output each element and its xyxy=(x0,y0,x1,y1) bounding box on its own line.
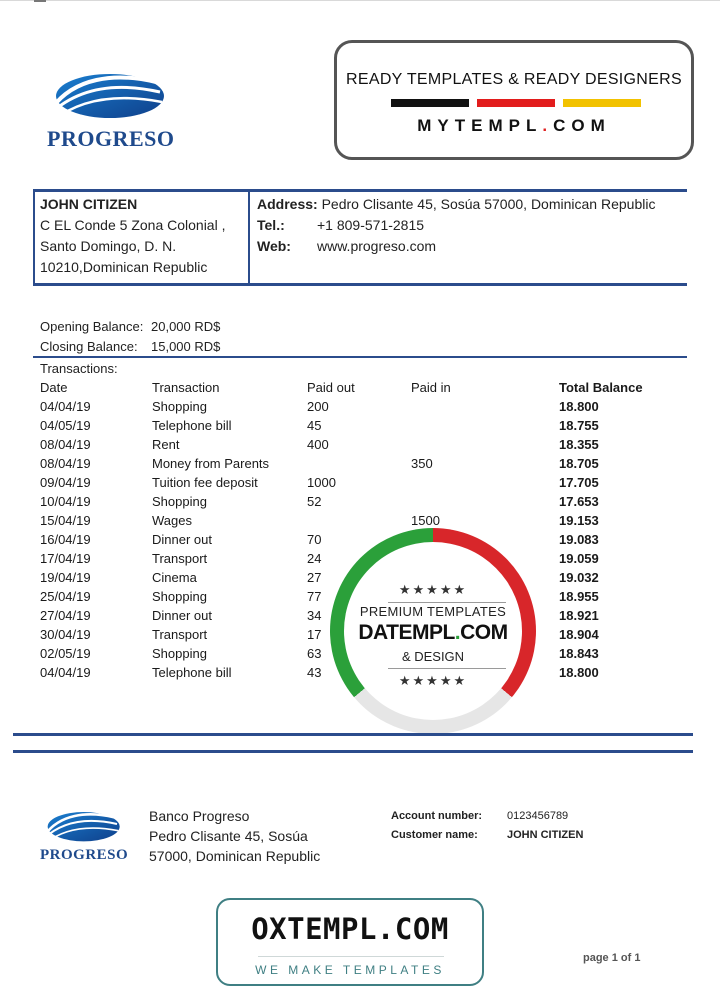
stamp-stars-bottom: ★★★★★ xyxy=(398,673,468,688)
cell-total-balance: 19.032 xyxy=(559,570,599,585)
datempl-stamp xyxy=(330,528,536,734)
transactions-header-row xyxy=(0,380,720,399)
progreso-logo-text: PROGRESO xyxy=(47,126,175,151)
cell-date: 02/05/19 xyxy=(40,646,91,661)
mytempl-watermark xyxy=(334,40,694,160)
cell-total-balance: 19.083 xyxy=(559,532,599,547)
cell-transaction: Transport xyxy=(152,627,208,642)
col-transaction-header: Transaction xyxy=(152,380,220,395)
cell-transaction: Telephone bill xyxy=(152,418,232,433)
table-row xyxy=(0,513,720,532)
oxtempl-domain: OXTEMPL.COM xyxy=(251,912,449,946)
cell-transaction: Tuition fee deposit xyxy=(152,475,258,490)
cell-transaction: Cinema xyxy=(152,570,197,585)
customer-address-line1: C EL Conde 5 Zona Colonial , xyxy=(40,217,226,233)
cell-transaction: Dinner out xyxy=(152,532,212,547)
table-row xyxy=(0,532,720,551)
cell-transaction: Dinner out xyxy=(152,608,212,623)
web-label: Web: xyxy=(257,238,291,254)
cell-transaction: Transport xyxy=(152,551,208,566)
cell-paid-out: 63 xyxy=(307,646,322,661)
footer-progreso-logo xyxy=(38,808,129,868)
address-label: Address: xyxy=(257,196,318,212)
page-number: page 1 of 1 xyxy=(583,952,641,964)
cell-total-balance: 17.705 xyxy=(559,475,599,490)
cell-paid-out: 27 xyxy=(307,570,322,585)
stamp-rule-bottom xyxy=(388,668,506,669)
customer-address-line2: Santo Domingo, D. N. xyxy=(40,238,177,254)
cell-total-balance: 18.705 xyxy=(559,456,599,471)
progreso-swoosh-icon xyxy=(44,68,168,128)
col-total-balance-header: Total Balance xyxy=(559,380,643,395)
cell-total-balance: 19.153 xyxy=(559,513,599,528)
customer-name-value: JOHN CITIZEN xyxy=(507,829,584,841)
cell-date: 04/04/19 xyxy=(40,665,91,680)
cell-total-balance: 18.800 xyxy=(559,665,599,680)
footer-bank-address2: 57000, Dominican Republic xyxy=(149,848,321,864)
footer-rule-bottom xyxy=(13,750,693,753)
cell-paid-in: 350 xyxy=(411,456,433,471)
cell-total-balance: 18.755 xyxy=(559,418,599,433)
cell-date: 30/04/19 xyxy=(40,627,91,642)
stamp-rule-top xyxy=(388,602,506,603)
cell-transaction: Shopping xyxy=(152,494,207,509)
cell-date: 08/04/19 xyxy=(40,437,91,452)
cell-transaction: Wages xyxy=(152,513,192,528)
cell-date: 08/04/19 xyxy=(40,456,91,471)
cell-transaction: Shopping xyxy=(152,646,207,661)
cell-date: 04/04/19 xyxy=(40,399,91,414)
cell-paid-out: 200 xyxy=(307,399,329,414)
table-row xyxy=(0,437,720,456)
cell-total-balance: 19.059 xyxy=(559,551,599,566)
cell-total-balance: 18.955 xyxy=(559,589,599,604)
footer-bank-name: Banco Progreso xyxy=(149,808,250,824)
cell-total-balance: 18.921 xyxy=(559,608,599,623)
cell-transaction: Telephone bill xyxy=(152,665,232,680)
account-number-value: 0123456789 xyxy=(507,810,569,822)
closing-balance-value: 15,000 RD$ xyxy=(151,339,221,354)
watermark-title: READY TEMPLATES & READY DESIGNERS xyxy=(346,71,682,88)
transactions-label: Transactions: xyxy=(40,361,118,376)
customer-address-line3: 10210,Dominican Republic xyxy=(40,259,208,275)
cell-date: 17/04/19 xyxy=(40,551,91,566)
cell-date: 10/04/19 xyxy=(40,494,91,509)
cell-paid-out: 400 xyxy=(307,437,329,452)
header-left-rule xyxy=(33,189,35,286)
cell-date: 25/04/19 xyxy=(40,589,91,604)
watermark-bar-yellow xyxy=(563,99,641,107)
cell-total-balance: 18.904 xyxy=(559,627,599,642)
table-row xyxy=(0,399,720,418)
table-row xyxy=(0,418,720,437)
cell-date: 27/04/19 xyxy=(40,608,91,623)
cell-transaction: Money from Parents xyxy=(152,456,270,471)
cell-transaction: Shopping xyxy=(152,589,207,604)
address-value: Pedro Clisante 45, Sosúa 57000, Dominican Republic xyxy=(321,196,656,212)
stamp-line3: & DESIGN xyxy=(401,649,465,664)
cell-paid-out: 70 xyxy=(307,532,322,547)
account-number-label: Account number: xyxy=(391,810,483,822)
footer-bank-address1: Pedro Clisante 45, Sosúa xyxy=(149,828,308,844)
oxtempl-watermark xyxy=(216,898,484,986)
stamp-inner-disc xyxy=(344,542,522,720)
cell-paid-out: 77 xyxy=(307,589,322,604)
bank-contact-block xyxy=(257,194,677,257)
footer-bank-block xyxy=(149,806,320,866)
cell-transaction: Rent xyxy=(152,437,180,452)
customer-name: JOHN CITIZEN xyxy=(40,196,138,212)
cell-date: 04/05/19 xyxy=(40,418,91,433)
header-top-rule xyxy=(33,189,687,192)
cell-paid-out: 1000 xyxy=(307,475,336,490)
stamp-line2: DATEMPL.COM xyxy=(358,621,508,644)
web-value[interactable]: www.progreso.com xyxy=(317,238,437,254)
tel-value: +1 809-571-2815 xyxy=(317,217,425,233)
cell-date: 09/04/19 xyxy=(40,475,91,490)
customer-name-label: Customer name: xyxy=(391,829,478,841)
table-row xyxy=(0,475,720,494)
balances-rule xyxy=(33,356,687,358)
header-divider xyxy=(248,189,250,286)
cell-paid-in: 1500 xyxy=(411,513,440,528)
table-row xyxy=(0,494,720,513)
cell-total-balance: 17.653 xyxy=(559,494,599,509)
cell-transaction: Shopping xyxy=(152,399,207,414)
oxtempl-rule xyxy=(258,956,444,957)
cell-paid-out: 43 xyxy=(307,665,322,680)
header-bottom-rule xyxy=(33,283,687,286)
cell-paid-out: 24 xyxy=(307,551,322,566)
cell-paid-out: 45 xyxy=(307,418,322,433)
col-paid-out-header: Paid out xyxy=(307,380,355,395)
footer-swoosh-icon xyxy=(38,808,124,848)
progreso-logo xyxy=(44,68,175,152)
stamp-line1: PREMIUM TEMPLATES xyxy=(359,604,507,619)
closing-balance-label: Closing Balance: xyxy=(40,339,138,354)
cell-date: 16/04/19 xyxy=(40,532,91,547)
tel-label: Tel.: xyxy=(257,217,285,233)
cell-paid-out: 34 xyxy=(307,608,322,623)
watermark-bar-red xyxy=(477,99,555,107)
table-row xyxy=(0,456,720,475)
cell-date: 15/04/19 xyxy=(40,513,91,528)
customer-block xyxy=(40,194,225,278)
cell-date: 19/04/19 xyxy=(40,570,91,585)
footer-rule-top xyxy=(13,733,693,736)
watermark-bar-black xyxy=(391,99,469,107)
opening-balance-value: 20,000 RD$ xyxy=(151,319,221,334)
cell-total-balance: 18.800 xyxy=(559,399,599,414)
cell-total-balance: 18.355 xyxy=(559,437,599,452)
stamp-stars-top: ★★★★★ xyxy=(398,582,468,597)
top-edge-mark xyxy=(34,0,46,2)
col-date-header: Date xyxy=(40,380,68,395)
col-paid-in-header: Paid in xyxy=(411,380,451,395)
footer-logo-text: PROGRESO xyxy=(40,847,129,863)
cell-paid-out: 17 xyxy=(307,627,322,642)
oxtempl-tagline: WE MAKE TEMPLATES xyxy=(255,963,445,977)
cell-paid-out: 52 xyxy=(307,494,322,509)
top-edge-line xyxy=(0,0,720,1)
watermark-domain: MYTEMPL.COM xyxy=(417,116,611,135)
opening-balance-label: Opening Balance: xyxy=(40,319,144,334)
cell-total-balance: 18.843 xyxy=(559,646,599,661)
